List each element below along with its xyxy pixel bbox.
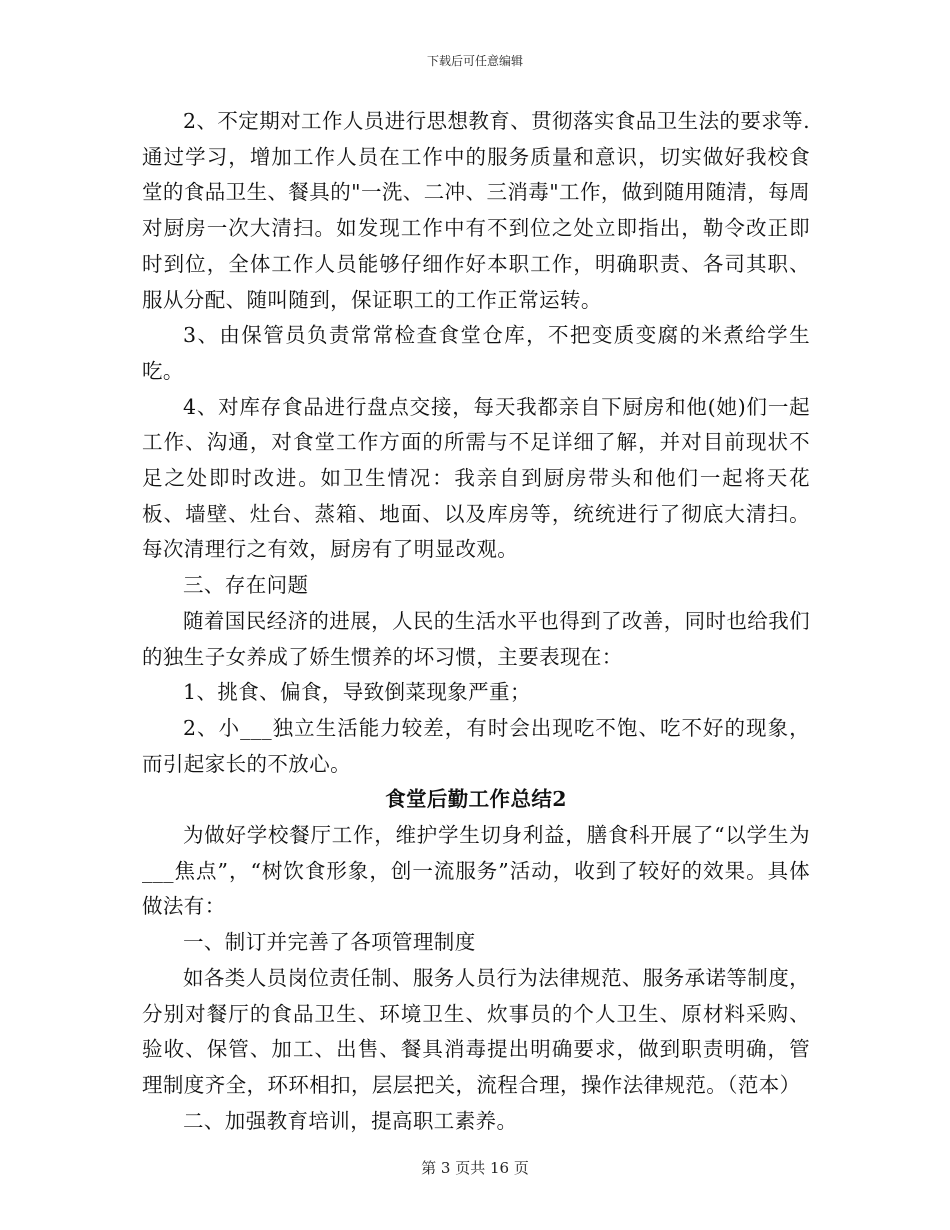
paragraph-problems-intro: 随着国民经济的进展，人民的生活水平也得到了改善，同时也给我们的独生子女养成了娇生惯养的坏习惯，主要表现在： (142, 608, 810, 669)
page-header: 下载后可任意编辑 (426, 54, 523, 68)
paragraph-problem-2: 2、小___独立生活能力较差，有时会出现吃不饱、吃不好的现象，而引起家长的不放心。 (142, 715, 810, 776)
paragraph-management: 如各类人员岗位责任制、服务人员行为法律规范、服务承诺等制度，分别对餐厅的食品卫生、环境卫生、炊事员的个人卫生、原材料采购、验收、保管、加工、出售、餐具消毒提出明确要求，做到职责明确，管理制度齐全，环环相扣，层层把关，流程合理，操作法律规范。（范本） (142, 965, 810, 1097)
paragraph-item-4: 4、对库存食品进行盘点交接，每天我都亲自下厨房和他(她)们一起工作、沟通，对食堂工作方面的所需与不足详细了解，并对目前现状不足之处即时改进。如卫生情况：我亲自到厨房带头和他们一起将天花板、墙壁、灶台、蒸箱、地面、以及库房等，统统进行了彻底大清扫。每次清理行之有效，厨房有了明显改观。 (142, 394, 810, 562)
section-heading-problems: 三、存在问题 (183, 573, 309, 598)
paragraph-problem-1: 1、挑食、偏食，导致倒菜现象严重； (183, 680, 531, 705)
document-title: 食堂后勤工作总结2 (385, 787, 567, 812)
paragraph-item-2: 2、不定期对工作人员进行思想教育、贯彻落实食品卫生法的要求等.通过学习，增加工作人员在工作中的服务质量和意识，切实做好我校食堂的食品卫生、餐具的"一洗、二冲、三消毒"工作，做到随用随清，每周对厨房一次大清扫。如发现工作中有不到位之处立即指出，勒令改正即时到位，全体工作人员能够仔细作好本职工作，明确职责、各司其职、服从分配、随叫随到，保证职工的工作正常运转。 (142, 109, 810, 312)
page-footer: 第 3 页共 16 页 (421, 1159, 529, 1177)
paragraph-summary-intro: 为做好学校餐厅工作，维护学生切身利益，膳食科开展了“以学生为___焦点”，“树饮食形象，创一流服务”活动，收到了较好的效果。具体做法有： (142, 823, 810, 919)
document-body (142, 104, 810, 1139)
paragraph-item-3: 3、由保管员负责常常检查食堂仓库，不把变质变腐的米煮给学生吃。 (142, 323, 810, 383)
section-heading-management: 一、制订并完善了各项管理制度 (183, 930, 476, 955)
section-heading-training: 二、加强教育培训，提高职工素养。 (183, 1108, 518, 1133)
